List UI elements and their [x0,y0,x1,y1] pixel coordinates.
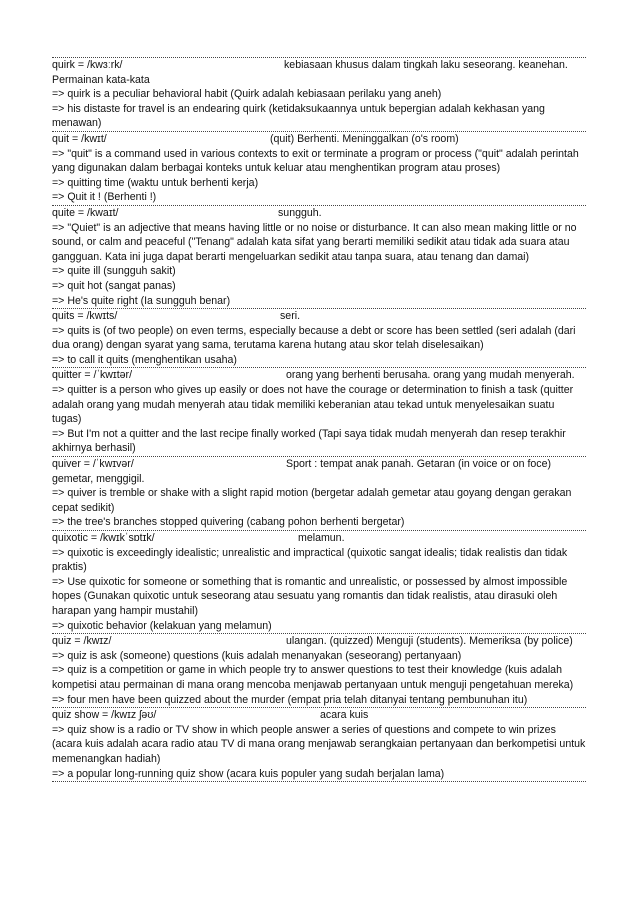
dictionary-entry [52,367,586,456]
example-line: => four men have been quizzed about the murder (empat pria telah ditanyai tentang pembunuhan itu) [52,693,528,706]
headword: quiz = /kwɪz/ [52,635,112,648]
headword: quit = /kwɪt/ [52,132,107,145]
dictionary-entry [52,707,586,782]
entry-headword-line [52,132,586,147]
entry-headword-line [52,206,586,221]
entry-headword-line [52,457,586,486]
headword-definition: acara kuis [320,709,369,722]
dictionary-entry [52,205,586,308]
headword-definition: kebiasaan khusus dalam tingkah laku seseorang. keanehan. Permainan kata-kata [52,59,568,86]
example-line: => quiz is a competition or game in which people try to answer questions to test their knowledge (kuis adalah kompetisi atau permainan di mana orang mencoba menjawab pertanyaan untuk menguji pengetahuan mereka) [52,664,574,691]
headword-definition: melamun. [298,532,345,544]
example-line: => Use quixotic for someone or something that is romantic and unrealistic, or possessed by almost impossible hopes (Gunakan quixotic untuk seseorang atau sesuatu yang romantis dan tidak realistis, atau dirasuki oleh harapan yang hampir mustahil) [52,575,568,617]
headword-definition: orang yang berhenti berusaha. orang yang mudah menyerah. [286,369,575,382]
dictionary-entry [52,633,586,707]
entry-headword-line [52,531,586,546]
example-line: => quite ill (sungguh sakit) [52,265,176,278]
example-line: => But I'm not a quitter and the last recipe finally worked (Tapi saya tidak mudah menyerah dan resep terakhir akhirnya berhasil) [52,427,566,455]
example-line: => quitter is a person who gives up easily or does not have the courage or determination to finish a task (quitter adalah orang yang mudah menyerah atau tidak memiliki keberanian atau tekad untuk menyelesaikan suatu tugas) [52,384,574,426]
entry-headword-line [52,58,586,87]
example-line: => "quit" is a command used in various contexts to exit or terminate a program or process ("quit" adalah perintah yang digunakan dalam berbagai konteks untuk keluar atau menghentikan program atau proses) [52,147,579,175]
dictionary-entry [52,131,586,205]
dictionary-entry [52,530,586,633]
example-line: => quiz is ask (someone) questions (kuis adalah menanyakan (seseorang) pertanyaan) [52,649,462,662]
headword: quirk = /kwɜːrk/ [52,59,123,71]
example-line: => "Quiet" is an adjective that means having little or no noise or disturbance. It can also mean making little or no sound, or calm and peaceful ("Tenang" adalah kata sifat yang berarti memiliki sedikit atau tidak ada suara atau gangguan. Kata ini juga dapat berarti mengeluarkan sedikit atau tanpa suara, atau tenang dan damai) [52,221,577,263]
headword-definition: ulangan. (quizzed) Menguji (students). Memeriksa (by police) [286,635,573,648]
headword: quits = /kwɪts/ [52,310,118,323]
entry-headword-line [52,708,586,723]
example-line: => quixotic behavior (kelakuan yang melamun) [52,619,272,632]
headword: quixotic = /kwɪkˈsɒtɪk/ [52,532,155,544]
example-line: => quit hot (sangat panas) [52,279,176,292]
example-line: => quitting time (waktu untuk berhenti kerja) [52,176,259,189]
dictionary-entry [52,57,586,131]
dictionary-document [52,57,586,782]
example-line: => quits is (of two people) on even terms, especially because a debt or score has been settled (seri adalah (dari dua orang) dengan syarat yang sama, terutama karena hutang atau skor telah diselesaikan) [52,324,576,352]
entry-headword-line [52,634,586,649]
headword: quiz show = /kwɪz ʃəʊ/ [52,709,157,722]
headword: quitter = /ˈkwɪtər/ [52,369,133,382]
example-line: => quixotic is exceedingly idealistic; unrealistic and impractical (quixotic sangat idealis; tidak realistis dan tidak praktis) [52,546,568,574]
example-line: => Quit it ! (Berhenti !) [52,191,157,204]
dictionary-entry [52,308,586,367]
entry-headword-line [52,368,586,383]
headword-definition: Sport : tempat anak panah. Getaran (in voice or on foce) gemetar, menggigil. [52,458,551,485]
example-line: => a popular long-running quiz show (acara kuis populer yang sudah berjalan lama) [52,767,445,780]
example-line: => He's quite right (Ia sungguh benar) [52,294,231,307]
example-line: => quiz show is a radio or TV show in which people answer a series of questions and compete to win prizes (acara kuis adalah acara radio atau TV di mana orang menjawab serangkaian pertanyaan dan berkompetisi untuk memenangkan hadiah) [52,723,586,765]
headword: quite = /kwaɪt/ [52,206,119,219]
headword-definition: seri. [280,310,301,323]
headword-definition: (quit) Berhenti. Meninggalkan (o's room) [270,132,459,145]
entry-headword-line [52,309,586,324]
example-line: => quiver is tremble or shake with a slight rapid motion (bergetar adalah gemetar atau goyang dengan gerakan cepat sedikit) [52,487,572,514]
example-line: => his distaste for travel is an endearing quirk (ketidaksukaannya untuk bepergian adalah kekhasan yang menawan) [52,102,545,130]
dictionary-entry [52,456,586,530]
headword: quiver = /ˈkwɪvər/ [52,458,134,471]
example-line: => to call it quits (menghentikan usaha) [52,353,237,366]
example-line: => the tree's branches stopped quivering (cabang pohon berhenti bergetar) [52,516,405,529]
headword-definition: sungguh. [278,206,322,219]
example-line: => quirk is a peculiar behavioral habit (Quirk adalah kebiasaan perilaku yang aneh) [52,88,442,101]
